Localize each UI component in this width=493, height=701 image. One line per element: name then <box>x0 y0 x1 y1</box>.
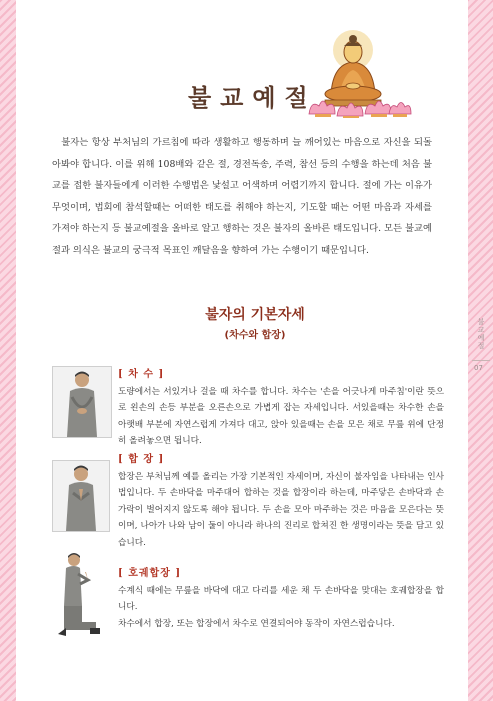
hapjang-heading: [ 합 장 ] <box>118 454 165 465</box>
chasu-body: 도량에서는 서있거나 걸을 때 차수를 합니다. 차수는 '손을 어긋나게 마주침'이란 뜻으로 왼손의 손등 부분을 오른손으로 가볍게 잡는 자세입니다. 서있을때는 차수한 손을 아랫배 부분에 자연스럽게 가져다 대고, 앉아 있을때는 손을 모은 채로 무릎 위에 단정히 올려놓으면 됩니다. <box>118 386 444 446</box>
hogwe-hapjang-body: 수계식 때에는 무릎을 바닥에 대고 다리를 세운 채 두 손바닥을 맞대는 호궤합장을 합니다. <box>118 585 444 612</box>
hogwe-hapjang-section <box>118 566 444 632</box>
chasu-heading: [ 차 수 ] <box>118 369 165 380</box>
buddha-lotus-illustration <box>305 28 413 118</box>
side-tab-rule <box>472 360 490 361</box>
page-number: 07 <box>474 364 483 372</box>
chasu-pose-photo <box>52 366 112 438</box>
section-title: 불자의 기본자세 <box>205 307 305 323</box>
hapjang-section <box>118 452 444 551</box>
hapjang-body: 합장은 부처님께 예를 올리는 가장 기본적인 자세이며, 자신이 불자임을 나타내는 인사법입니다. 두 손바닥을 마주대어 합하는 것을 합장이라 하는데, 마주닿은 손바닥과 손가락이 벌어지지 않도록 해야 됩니다. 두 손을 모아 마주하는 것은 마음을 모은다는 뜻이며, 나아가 나와 남이 둘이 아니라 하나의 진리로 합쳐진 한 생명이라는 뜻을 담고 있습니다. <box>118 471 444 548</box>
chasu-section <box>118 367 444 450</box>
intro-paragraph: 불자는 항상 부처님의 가르침에 따라 생활하고 행동하며 늘 깨어있는 마음으로 자신을 되돌아봐야 합니다. 이를 위해 108배와 같은 절, 경전독송, 주력, 참선 등의 수행을 하는데 처음 불교를 접한 불자들에게 이러한 수행법은 낯설고 어색하며 어렵기까지 합니다. 절에 가는 이유가 무엇이며, 법회에 참석할때는 어떠한 태도를 취해야 하는지, 기도할 때는 어떤 마음과 자세를 가져야 하는지 등 불교예절을 올바로 알고 행하는 것은 불자의 올바른 태도입니다. 모든 불교예절과 의식은 불교의 궁극적 목표인 깨달음을 향하여 가는 수행이기 때문입니다. <box>52 137 432 256</box>
hapjang-pose-photo <box>52 460 110 532</box>
section-subtitle: (차수와 합장) <box>224 330 286 341</box>
side-tab-section: 불교예절 <box>477 318 485 350</box>
hogwe-hapjang-pose-photo <box>52 550 108 640</box>
side-tab <box>470 318 493 378</box>
hogwe-hapjang-heading: [ 호궤합장 ] <box>118 568 182 579</box>
page-title: 불교예절 <box>188 83 317 112</box>
hogwe-hapjang-body-2: 차수에서 합장, 또는 합장에서 차수로 연결되어야 동작이 자연스럽습니다. <box>118 618 395 629</box>
